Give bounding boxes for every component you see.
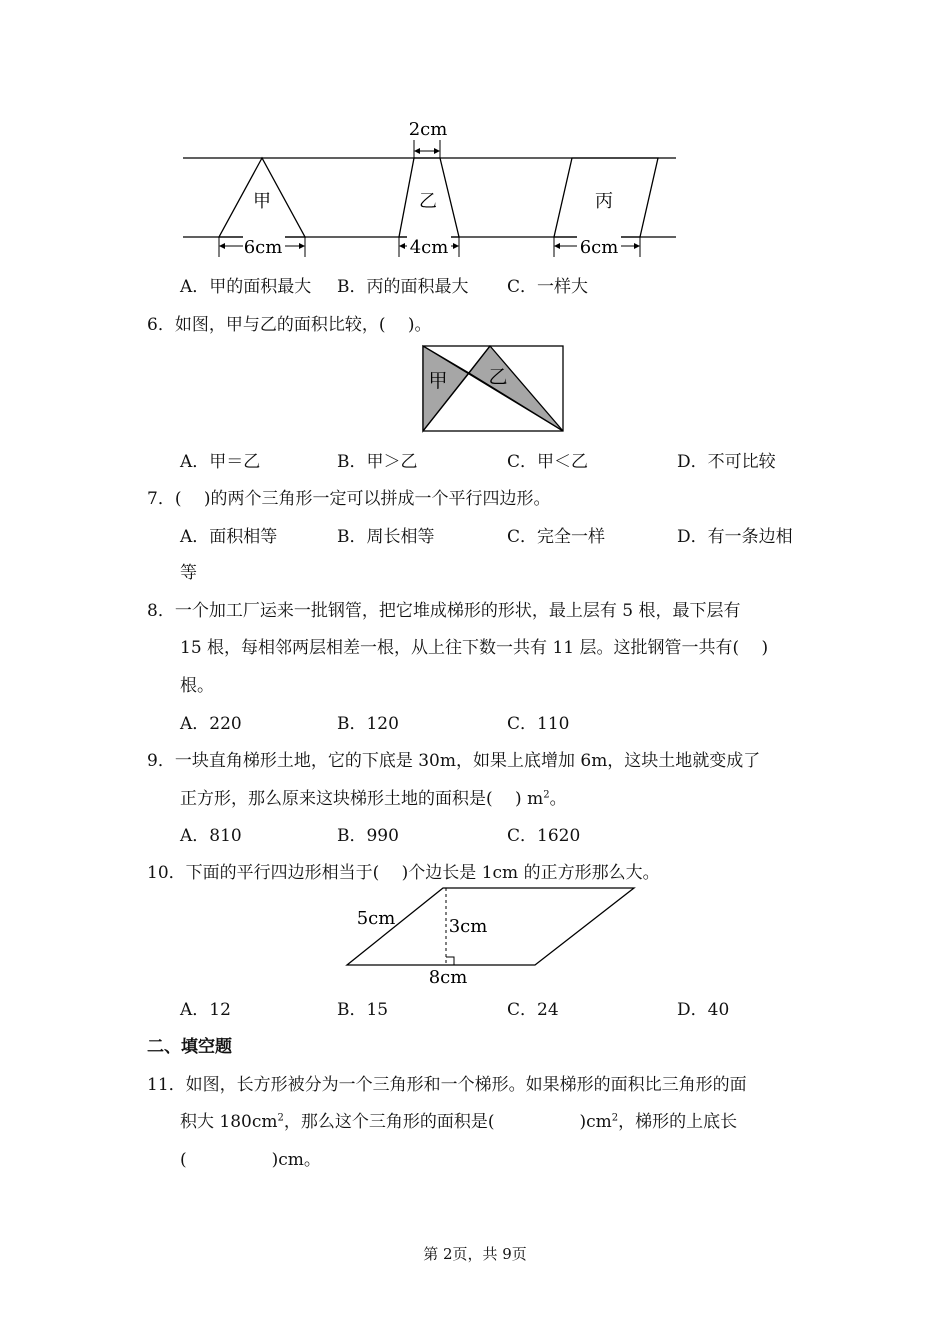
q10-option-d: D．40: [677, 1000, 730, 1020]
q11-line2-part-a: 积大 180cm: [180, 1112, 278, 1132]
q6-question: 6．如图，甲与乙的面积比较，( )。: [147, 315, 432, 335]
q7-option-b: B．周长相等: [337, 527, 435, 547]
q5-label-bing: 丙: [595, 191, 613, 212]
q10-question: 10．下面的平行四边形相当于( )个边长是 1cm 的正方形那么大。: [147, 863, 660, 883]
q7-option-c: C．完全一样: [507, 527, 606, 547]
q7-option-d: D．有一条边相: [677, 527, 793, 547]
q6-option-b: B．甲＞乙: [337, 452, 418, 472]
q11-question-line2: [180, 1107, 737, 1132]
q11-line2-sup2: 2: [611, 1112, 619, 1124]
q7-option-a: A．面积相等: [180, 527, 278, 547]
q7-question: 7．( )的两个三角形一定可以拼成一个平行四边形。: [147, 489, 551, 509]
q5-label-jia: 甲: [253, 191, 271, 212]
q11-line2-sup1: 2: [277, 1112, 284, 1124]
q7-option-d-wrap: 等: [180, 563, 197, 583]
q5-dim-bing-label: 6cm: [579, 237, 619, 258]
q6-label-yi: 乙: [488, 366, 508, 388]
q9-option-c: C．1620: [507, 826, 581, 846]
q9-question-line1: 9．一块直角梯形土地，它的下底是 30m，如果上底增加 6m，这块土地就变成了: [147, 751, 761, 771]
q5-label-yi: 乙: [419, 191, 437, 212]
q10-option-c: C．24: [507, 1000, 559, 1020]
q10-right-angle-mark: [446, 957, 454, 965]
q8-question-line3: 根。: [180, 676, 214, 696]
q5-option-c: C．一样大: [507, 277, 589, 297]
section-heading-fill-in: 二、填空题: [147, 1037, 232, 1057]
q5-dim-jia-label: 6cm: [243, 237, 283, 258]
page-footer: 第 2页，共 9页: [423, 1245, 527, 1263]
q6-label-jia: 甲: [428, 370, 448, 392]
q9-option-b: B．990: [337, 826, 399, 846]
q10-side-label: 5cm: [356, 908, 396, 929]
q10-option-a: A．12: [180, 1000, 231, 1020]
q8-question-line2: 15 根，每相邻两层相差一根，从上往下数一共有 11 层。这批钢管一共有( ): [180, 638, 769, 658]
q9-option-a: A．810: [180, 826, 242, 846]
q5-top-dim-label: 2cm: [408, 119, 448, 140]
q11-question-line3: ( )cm。: [180, 1150, 321, 1170]
q6-option-c: C．甲＜乙: [507, 452, 589, 472]
q9-line2-text: 正方形，那么原来这块梯形土地的面积是( ) m: [180, 789, 544, 809]
q8-question-line1: 8．一个加工厂运来一批钢管，把它堆成梯形的形状，最上层有 5 根，最下层有: [147, 601, 741, 621]
q10-option-b: B．15: [337, 1000, 389, 1020]
q5-dim-yi-label: 4cm: [409, 237, 449, 258]
q6-option-d: D．不可比较: [677, 452, 776, 472]
q5-option-b: B．丙的面积最大: [337, 277, 469, 297]
q8-option-c: C．110: [507, 714, 570, 734]
q6-option-a: A．甲＝乙: [180, 452, 261, 472]
q8-option-a: A．220: [180, 714, 242, 734]
q5-option-a: A．甲的面积最大: [180, 277, 312, 297]
q10-height-label: 3cm: [448, 916, 488, 937]
q8-option-b: B．120: [337, 714, 399, 734]
q9-line2-end: 。: [549, 789, 567, 809]
q11-line2-part-c: ，梯形的上底长: [618, 1112, 738, 1132]
q11-question-line1: 11．如图，长方形被分为一个三角形和一个梯形。如果梯形的面积比三角形的面: [147, 1075, 747, 1095]
q11-line2-part-b: ，那么这个三角形的面积是( )cm: [283, 1112, 612, 1132]
q9-line2-sup: 2: [543, 789, 550, 801]
q10-base-label: 8cm: [428, 967, 468, 988]
